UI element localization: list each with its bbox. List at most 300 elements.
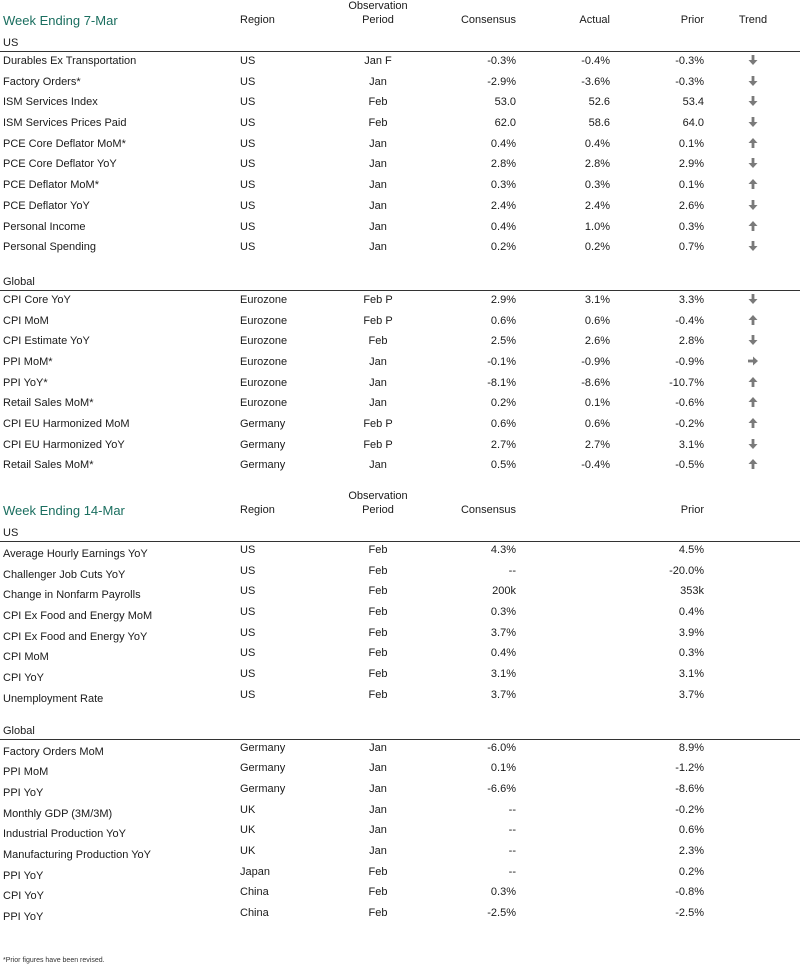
prior-cell: 2.3% — [678, 844, 704, 857]
consensus-cell: 0.2% — [490, 241, 516, 254]
footnote: *Prior figures have been revised. — [3, 957, 105, 964]
prior-cell: 3.1% — [678, 438, 704, 451]
trend-cell — [728, 178, 778, 193]
period-cell: Jan — [369, 824, 387, 837]
consensus-cell: -2.5% — [487, 907, 516, 919]
actual-cell: 58.6 — [588, 117, 610, 130]
trend-up-arrow-icon — [747, 137, 759, 149]
col-region: Region — [240, 14, 275, 26]
indicator-name: Industrial Production YoY — [3, 828, 126, 841]
observation-label: Observation — [348, 0, 408, 12]
period-cell: Jan — [369, 137, 387, 150]
col-trend: Trend — [738, 14, 768, 26]
region-cell: US — [240, 137, 256, 150]
prior-cell: 4.5% — [678, 544, 704, 556]
region-cell: Germany — [240, 782, 286, 795]
actual-cell: 2.6% — [584, 335, 610, 348]
actual-cell: 3.1% — [584, 293, 610, 306]
indicator-name: Personal Income — [3, 220, 86, 233]
trend-up-arrow-icon — [747, 396, 759, 408]
indicator-name: ISM Services Index — [3, 96, 98, 109]
actual-cell: -8.6% — [581, 376, 610, 389]
week1-body — [0, 36, 800, 477]
region-cell: US — [240, 564, 256, 577]
indicator-name: ISM Services Prices Paid — [3, 117, 127, 130]
trend-up-arrow-icon — [747, 376, 759, 388]
indicator-name: PCE Deflator MoM* — [3, 179, 99, 192]
trend-down-arrow-icon — [747, 334, 759, 346]
prior-cell: 2.6% — [678, 199, 704, 212]
indicator-name: Factory Orders MoM — [3, 745, 104, 758]
prior-cell: 3.7% — [678, 688, 704, 701]
period-cell: Jan — [369, 782, 387, 795]
indicator-name: PPI YoY — [3, 786, 44, 799]
region-cell: US — [240, 241, 256, 254]
prior-cell: -0.3% — [675, 75, 704, 88]
region-cell: US — [240, 688, 256, 701]
region-cell: Eurozone — [240, 314, 288, 327]
prior-cell: 8.9% — [678, 741, 704, 754]
consensus-cell: 0.3% — [490, 886, 516, 899]
prior-cell: -0.2% — [675, 803, 704, 816]
table-row — [0, 415, 800, 436]
prior-cell: 0.2% — [678, 865, 704, 878]
consensus-cell: 0.3% — [490, 606, 516, 619]
indicator-name: Monthly GDP (3M/3M) — [3, 807, 113, 820]
prior-cell: 0.6% — [678, 824, 704, 837]
period-cell: Feb P — [363, 293, 393, 306]
consensus-cell: 2.7% — [490, 438, 516, 451]
actual-cell: -0.9% — [581, 355, 610, 368]
consensus-cell: 0.1% — [490, 762, 516, 775]
table-row — [0, 822, 800, 843]
actual-cell: 0.6% — [584, 314, 610, 327]
table-row — [0, 905, 800, 926]
trend-down-arrow-icon — [747, 157, 759, 169]
prior-cell: -10.7% — [669, 376, 704, 389]
prior-cell: -0.5% — [675, 459, 704, 472]
region-cell: Germany — [240, 762, 286, 775]
indicator-name: PPI YoY — [3, 869, 44, 882]
table-row — [0, 864, 800, 885]
indicator-name: Change in Nonfarm Payrolls — [3, 589, 141, 602]
trend-cell — [728, 376, 778, 391]
table-row — [0, 332, 800, 353]
consensus-cell: 2.8% — [490, 158, 516, 171]
trend-down-arrow-icon — [747, 199, 759, 211]
indicator-name: Retail Sales MoM* — [3, 397, 94, 410]
prior-cell: 2.9% — [678, 158, 704, 171]
trend-cell — [728, 334, 778, 349]
region-cell: Eurozone — [240, 293, 288, 306]
consensus-cell: 3.7% — [490, 626, 516, 639]
trend-cell — [728, 355, 778, 370]
table-row — [0, 436, 800, 457]
region-cell: UK — [240, 803, 256, 816]
consensus-cell: -0.3% — [487, 55, 516, 67]
prior-cell: 3.1% — [678, 668, 704, 681]
prior-cell: -0.8% — [675, 886, 704, 899]
consensus-cell: -- — [508, 564, 516, 577]
table-row — [0, 781, 800, 802]
region-cell: UK — [240, 844, 256, 857]
table-row — [0, 645, 800, 666]
table-row — [0, 374, 800, 395]
trend-cell — [728, 240, 778, 255]
indicator-name: CPI MoM — [3, 314, 49, 327]
region-cell: US — [240, 179, 256, 192]
table-row — [0, 135, 800, 156]
table-row — [0, 155, 800, 176]
trend-cell — [728, 137, 778, 152]
period-cell: Jan — [369, 158, 387, 171]
week1-table — [0, 0, 800, 477]
region-cell: US — [240, 606, 256, 619]
consensus-cell: 3.7% — [490, 688, 516, 701]
table-row — [0, 583, 800, 604]
prior-cell: -8.6% — [675, 782, 704, 795]
table-row — [0, 312, 800, 333]
period-cell: Feb — [368, 544, 388, 556]
period-cell: Jan — [369, 355, 387, 368]
actual-cell: 0.3% — [584, 179, 610, 192]
indicator-name: CPI EU Harmonized MoM — [3, 418, 130, 430]
consensus-cell: 2.5% — [490, 335, 516, 348]
trend-up-arrow-icon — [747, 458, 759, 470]
region-cell: Eurozone — [240, 355, 288, 368]
actual-cell: -3.6% — [581, 75, 610, 88]
indicator-name: PCE Core Deflator YoY — [3, 158, 117, 171]
region-cell: US — [240, 668, 256, 681]
table-row — [0, 625, 800, 646]
indicator-name: CPI YoY — [3, 890, 44, 903]
table-row — [0, 843, 800, 864]
region-cell: Eurozone — [240, 376, 288, 389]
table-row — [0, 604, 800, 625]
actual-cell: -0.4% — [581, 55, 610, 67]
period-cell: Jan — [369, 459, 387, 472]
observation-label: Observation — [348, 490, 408, 502]
indicator-name: CPI Ex Food and Energy MoM — [3, 610, 153, 623]
region-cell: UK — [240, 824, 256, 837]
consensus-cell: 0.4% — [490, 647, 516, 660]
indicator-name: CPI Core YoY — [3, 293, 71, 306]
region-cell: US — [240, 544, 256, 556]
trend-right-arrow-icon — [747, 355, 759, 367]
col-period: Period — [362, 14, 394, 26]
trend-cell — [728, 199, 778, 214]
col-period: Period — [362, 504, 394, 516]
trend-cell — [728, 54, 778, 69]
trend-down-arrow-icon — [747, 54, 759, 66]
actual-cell: 2.7% — [584, 438, 610, 451]
trend-down-arrow-icon — [747, 293, 759, 305]
period-cell: Feb — [368, 907, 388, 919]
table-row — [0, 114, 800, 135]
trend-cell — [728, 116, 778, 131]
indicator-name: PPI MoM* — [3, 355, 53, 368]
period-cell: Feb — [368, 688, 388, 701]
indicator-name: PPI MoM — [3, 766, 49, 779]
trend-down-arrow-icon — [747, 438, 759, 450]
week1-title: Week Ending 7-Mar — [3, 13, 118, 28]
trend-cell — [728, 95, 778, 110]
table-row — [0, 238, 800, 259]
indicator-name: Retail Sales MoM* — [3, 459, 94, 472]
region-cell: US — [240, 220, 256, 233]
consensus-cell: -- — [508, 803, 516, 816]
prior-cell: -1.2% — [675, 762, 704, 775]
col-prior: Prior — [680, 504, 704, 516]
consensus-cell: -- — [508, 844, 516, 857]
prior-cell: 0.1% — [678, 137, 704, 150]
table-row — [0, 73, 800, 94]
period-cell: Jan F — [364, 55, 392, 67]
table-row — [0, 802, 800, 823]
region-cell: US — [240, 647, 256, 660]
table-row — [0, 93, 800, 114]
region-cell: China — [240, 907, 269, 919]
consensus-cell: 0.3% — [490, 179, 516, 192]
consensus-cell: 53.0 — [494, 96, 516, 109]
period-cell: Feb P — [363, 438, 393, 451]
trend-cell — [728, 396, 778, 411]
section-title: US — [0, 526, 800, 542]
indicator-name: CPI Estimate YoY — [3, 335, 90, 348]
trend-cell — [728, 458, 778, 473]
indicator-name: Durables Ex Transportation — [3, 55, 137, 67]
section-spacer — [0, 259, 800, 275]
region-cell: Japan — [240, 865, 270, 878]
prior-cell: 0.3% — [678, 647, 704, 660]
table-row — [0, 197, 800, 218]
section-title: US — [0, 36, 800, 52]
actual-cell: 0.6% — [584, 418, 610, 430]
prior-cell: 64.0 — [682, 117, 704, 130]
trend-cell — [728, 157, 778, 172]
prior-cell: -20.0% — [669, 564, 704, 577]
region-cell: China — [240, 886, 269, 899]
period-cell: Feb — [368, 865, 388, 878]
indicator-name: Factory Orders* — [3, 75, 81, 88]
indicator-name: Unemployment Rate — [3, 692, 104, 705]
period-cell: Jan — [369, 762, 387, 775]
region-cell: US — [240, 96, 256, 109]
region-cell: US — [240, 626, 256, 639]
consensus-cell: -6.0% — [487, 741, 516, 754]
period-cell: Feb — [368, 606, 388, 619]
actual-cell: 0.4% — [584, 137, 610, 150]
trend-down-arrow-icon — [747, 116, 759, 128]
region-cell: US — [240, 158, 256, 171]
consensus-cell: 0.6% — [490, 314, 516, 327]
region-cell: US — [240, 199, 256, 212]
actual-cell: 52.6 — [588, 96, 610, 109]
table-row — [0, 218, 800, 239]
consensus-cell: -0.1% — [487, 355, 516, 368]
col-prior: Prior — [680, 14, 704, 26]
period-cell: Jan — [369, 241, 387, 254]
indicator-name: CPI EU Harmonized YoY — [3, 438, 125, 451]
consensus-cell: 0.5% — [490, 459, 516, 472]
table-row — [0, 666, 800, 687]
period-cell: Feb — [368, 647, 388, 660]
trend-up-arrow-icon — [747, 220, 759, 232]
indicator-name: CPI MoM — [3, 651, 49, 664]
section-spacer — [0, 708, 800, 724]
period-cell: Jan — [369, 803, 387, 816]
region-cell: Eurozone — [240, 397, 288, 410]
consensus-cell: 0.2% — [490, 397, 516, 410]
prior-cell: 3.3% — [678, 293, 704, 306]
trend-down-arrow-icon — [747, 240, 759, 252]
indicator-name: PPI YoY* — [3, 376, 48, 389]
consensus-cell: 62.0 — [494, 117, 516, 130]
indicator-name: Challenger Job Cuts YoY — [3, 568, 126, 581]
trend-cell — [728, 438, 778, 453]
prior-cell: -2.5% — [675, 907, 704, 919]
region-cell: Germany — [240, 741, 286, 754]
trend-cell — [728, 75, 778, 90]
indicator-name: CPI YoY — [3, 672, 44, 685]
trend-cell — [728, 293, 778, 308]
prior-cell: 3.9% — [678, 626, 704, 639]
period-cell: Feb — [368, 668, 388, 681]
prior-cell: -0.6% — [675, 397, 704, 410]
consensus-cell: 3.1% — [490, 668, 516, 681]
consensus-cell: 0.4% — [490, 137, 516, 150]
table-row — [0, 456, 800, 477]
period-cell: Feb — [368, 335, 388, 348]
table-row — [0, 884, 800, 905]
consensus-cell: -2.9% — [487, 75, 516, 88]
trend-up-arrow-icon — [747, 314, 759, 326]
period-cell: Jan — [369, 199, 387, 212]
period-cell: Feb — [368, 626, 388, 639]
week2-title: Week Ending 14-Mar — [3, 503, 125, 518]
table-row — [0, 687, 800, 708]
period-cell: Feb P — [363, 418, 393, 430]
actual-cell: 0.1% — [584, 397, 610, 410]
region-cell: US — [240, 117, 256, 130]
actual-cell: 2.4% — [584, 199, 610, 212]
prior-cell: 0.1% — [678, 179, 704, 192]
consensus-cell: 2.4% — [490, 199, 516, 212]
region-cell: Germany — [240, 418, 286, 430]
indicator-name: PCE Core Deflator MoM* — [3, 137, 126, 150]
prior-cell: 0.7% — [678, 241, 704, 254]
prior-cell: 0.3% — [678, 220, 704, 233]
section-title: Global — [0, 275, 800, 291]
period-cell: Feb — [368, 886, 388, 899]
table-row — [0, 176, 800, 197]
consensus-cell: 0.6% — [490, 418, 516, 430]
consensus-cell: -6.6% — [487, 782, 516, 795]
col-region: Region — [240, 504, 275, 516]
region-cell: US — [240, 75, 256, 88]
prior-cell: 0.4% — [678, 606, 704, 619]
prior-cell: -0.3% — [675, 55, 704, 67]
prior-cell: 353k — [680, 585, 704, 598]
consensus-cell: -- — [508, 824, 516, 837]
period-cell: Jan — [369, 397, 387, 410]
actual-cell: -0.4% — [581, 459, 610, 472]
trend-up-arrow-icon — [747, 178, 759, 190]
period-cell: Jan — [369, 741, 387, 754]
col-consensus: Consensus — [460, 504, 516, 516]
consensus-cell: 2.9% — [490, 293, 516, 306]
col-consensus: Consensus — [460, 14, 516, 26]
table-row — [0, 563, 800, 584]
actual-cell: 0.2% — [584, 241, 610, 254]
table-row — [0, 52, 800, 73]
period-cell: Feb — [368, 585, 388, 598]
trend-down-arrow-icon — [747, 95, 759, 107]
prior-cell: -0.9% — [675, 355, 704, 368]
region-cell: Germany — [240, 438, 286, 451]
indicator-name: CPI Ex Food and Energy YoY — [3, 630, 148, 643]
consensus-cell: -- — [508, 865, 516, 878]
actual-cell: 1.0% — [584, 220, 610, 233]
period-cell: Feb — [368, 96, 388, 109]
prior-cell: 53.4 — [682, 96, 704, 109]
consensus-cell: 200k — [492, 585, 516, 598]
trend-cell — [728, 417, 778, 432]
prior-cell: -0.2% — [675, 418, 704, 430]
indicator-name: Average Hourly Earnings YoY — [3, 548, 148, 560]
indicator-name: Manufacturing Production YoY — [3, 848, 151, 861]
period-cell: Feb — [368, 117, 388, 130]
period-cell: Feb P — [363, 314, 393, 327]
trend-cell — [728, 220, 778, 235]
trend-up-arrow-icon — [747, 417, 759, 429]
consensus-cell: 4.3% — [490, 544, 516, 556]
period-cell: Feb — [368, 564, 388, 577]
period-cell: Jan — [369, 179, 387, 192]
section-title: Global — [0, 724, 800, 740]
indicator-name: Personal Spending — [3, 241, 96, 254]
period-cell: Jan — [369, 376, 387, 389]
table-row — [0, 740, 800, 761]
table-row — [0, 542, 800, 563]
week2-header — [0, 490, 800, 526]
region-cell: US — [240, 55, 256, 67]
indicator-name: PCE Deflator YoY — [3, 199, 90, 212]
table-row — [0, 291, 800, 312]
col-actual: Actual — [579, 14, 610, 26]
period-cell: Jan — [369, 220, 387, 233]
consensus-cell: -8.1% — [487, 376, 516, 389]
region-cell: Germany — [240, 459, 286, 472]
actual-cell: 2.8% — [584, 158, 610, 171]
table-row — [0, 353, 800, 374]
week2-body — [0, 526, 800, 926]
prior-cell: 2.8% — [678, 335, 704, 348]
period-cell: Jan — [369, 75, 387, 88]
week2-table — [0, 490, 800, 926]
week1-header — [0, 0, 800, 36]
indicator-name: PPI YoY — [3, 911, 44, 923]
table-row — [0, 760, 800, 781]
period-cell: Jan — [369, 844, 387, 857]
region-cell: Eurozone — [240, 335, 288, 348]
table-row — [0, 394, 800, 415]
region-cell: US — [240, 585, 256, 598]
consensus-cell: 0.4% — [490, 220, 516, 233]
trend-cell — [728, 314, 778, 329]
prior-cell: -0.4% — [675, 314, 704, 327]
trend-down-arrow-icon — [747, 75, 759, 87]
